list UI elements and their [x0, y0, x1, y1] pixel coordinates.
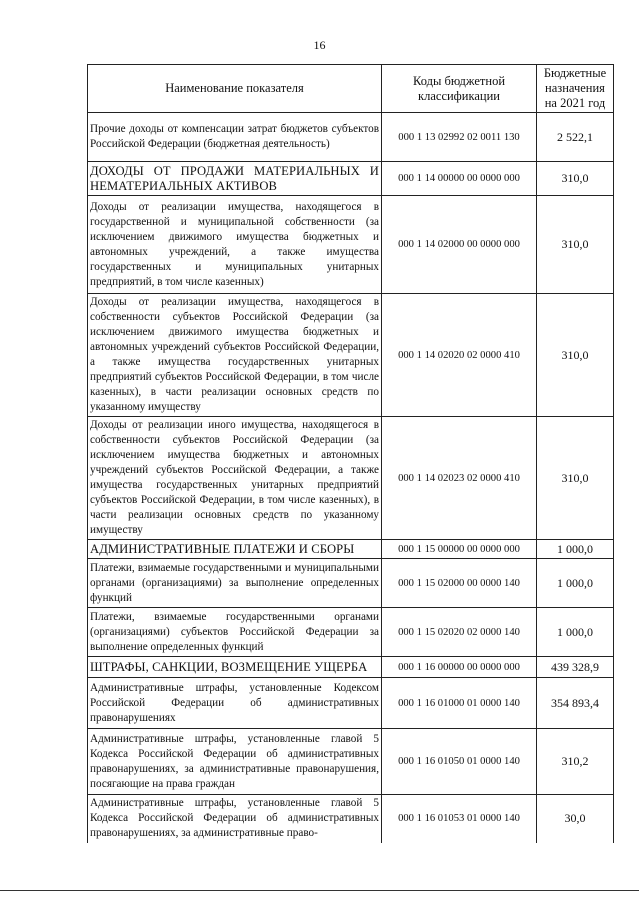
table-row	[88, 196, 614, 294]
row-budget-code: 000 1 15 00000 00 0000 000	[382, 540, 537, 559]
row-budget-value: 439 328,9	[537, 657, 614, 678]
table-row	[88, 795, 614, 843]
table-row	[88, 678, 614, 729]
table-header-row	[88, 65, 614, 113]
header-budget-code: Коды бюджетной классификации	[382, 65, 537, 113]
row-budget-code: 000 1 13 02992 02 0011 130	[382, 113, 537, 162]
row-indicator-name: Доходы от реализации имущества, находящегося в государственной и муниципальной собственности (за исключением движимого имущества бюджетных и автономных учреждений, а также имущества государственных и муниципальных унитарных предприятий, в том числе казенных)	[88, 196, 382, 294]
header-indicator-name: Наименование показателя	[88, 65, 382, 113]
row-indicator-name: Платежи, взимаемые государственными органами (организациями) субъектов Российской Федерации за выполнение определенных функций	[88, 608, 382, 657]
row-budget-code: 000 1 16 00000 00 0000 000	[382, 657, 537, 678]
header-budget-allocation: Бюджетные назначения на 2021 год	[537, 65, 614, 113]
page-number: 16	[313, 38, 326, 52]
row-budget-value: 310,0	[537, 294, 614, 417]
row-indicator-name: АДМИНИСТРАТИВНЫЕ ПЛАТЕЖИ И СБОРЫ	[88, 540, 382, 559]
scan-bottom-rule	[0, 890, 639, 891]
row-indicator-name: Доходы от реализации иного имущества, находящегося в собственности субъектов Российской Федерации (за исключением имущества бюджетных и автономных учреждений субъектов Российской Федерации, а также имущества государственных унитарных предприятий субъектов Российской Федерации, в том числе казенных), в части реализации основных средств по указанному имуществу	[88, 417, 382, 540]
row-indicator-name: Платежи, взимаемые государственными и муниципальными органами (организациями) за выполнение определенных функций	[88, 559, 382, 608]
row-indicator-name: Административные штрафы, установленные главой 5 Кодекса Российской Федерации об административных правонарушениях, за административные правонарушения, посягающие на права граждан	[88, 729, 382, 795]
table-row	[88, 113, 614, 162]
table-row	[88, 729, 614, 795]
row-budget-code: 000 1 14 02000 00 0000 000	[382, 196, 537, 294]
row-budget-code: 000 1 16 01000 01 0000 140	[382, 678, 537, 729]
row-indicator-name: ШТРАФЫ, САНКЦИИ, ВОЗМЕЩЕНИЕ УЩЕРБА	[88, 657, 382, 678]
row-budget-code: 000 1 14 02023 02 0000 410	[382, 417, 537, 540]
row-budget-code: 000 1 15 02000 00 0000 140	[382, 559, 537, 608]
row-budget-value: 1 000,0	[537, 540, 614, 559]
row-budget-value: 310,0	[537, 162, 614, 196]
row-budget-code: 000 1 14 00000 00 0000 000	[382, 162, 537, 196]
row-indicator-name: Административные штрафы, установленные главой 5 Кодекса Российской Федерации об административных правонарушениях, за административные право-	[88, 795, 382, 843]
table-row	[88, 294, 614, 417]
table-row	[88, 559, 614, 608]
row-indicator-name: Доходы от реализации имущества, находящегося в собственности субъектов Российской Федерации (за исключением движимого имущества бюджетных и автономных учреждений субъектов Российской Федерации, а также имущества государственных унитарных предприятий субъектов Российской Федерации, в том числе казенных), в части реализации основных средств по указанному имуществу	[88, 294, 382, 417]
row-budget-code: 000 1 16 01053 01 0000 140	[382, 795, 537, 843]
row-indicator-name: ДОХОДЫ ОТ ПРОДАЖИ МАТЕРИАЛЬНЫХ И НЕМАТЕРИАЛЬНЫХ АКТИВОВ	[88, 162, 382, 196]
table-row	[88, 417, 614, 540]
table-row-section	[88, 657, 614, 678]
row-budget-value: 310,2	[537, 729, 614, 795]
row-budget-value: 1 000,0	[537, 608, 614, 657]
row-budget-code: 000 1 15 02020 02 0000 140	[382, 608, 537, 657]
row-budget-value: 30,0	[537, 795, 614, 843]
row-budget-value: 1 000,0	[537, 559, 614, 608]
table-row	[88, 608, 614, 657]
row-budget-value: 354 893,4	[537, 678, 614, 729]
row-indicator-name: Прочие доходы от компенсации затрат бюджетов субъектов Российской Федерации (бюджетная деятельность)	[88, 113, 382, 162]
row-indicator-name: Административные штрафы, установленные Кодексом Российской Федерации об административных правонарушениях	[88, 678, 382, 729]
row-budget-value: 310,0	[537, 196, 614, 294]
budget-revenue-table	[87, 64, 614, 843]
row-budget-code: 000 1 14 02020 02 0000 410	[382, 294, 537, 417]
table-row-section	[88, 540, 614, 559]
row-budget-code: 000 1 16 01050 01 0000 140	[382, 729, 537, 795]
row-budget-value: 310,0	[537, 417, 614, 540]
row-budget-value: 2 522,1	[537, 113, 614, 162]
table-row-section	[88, 162, 614, 196]
